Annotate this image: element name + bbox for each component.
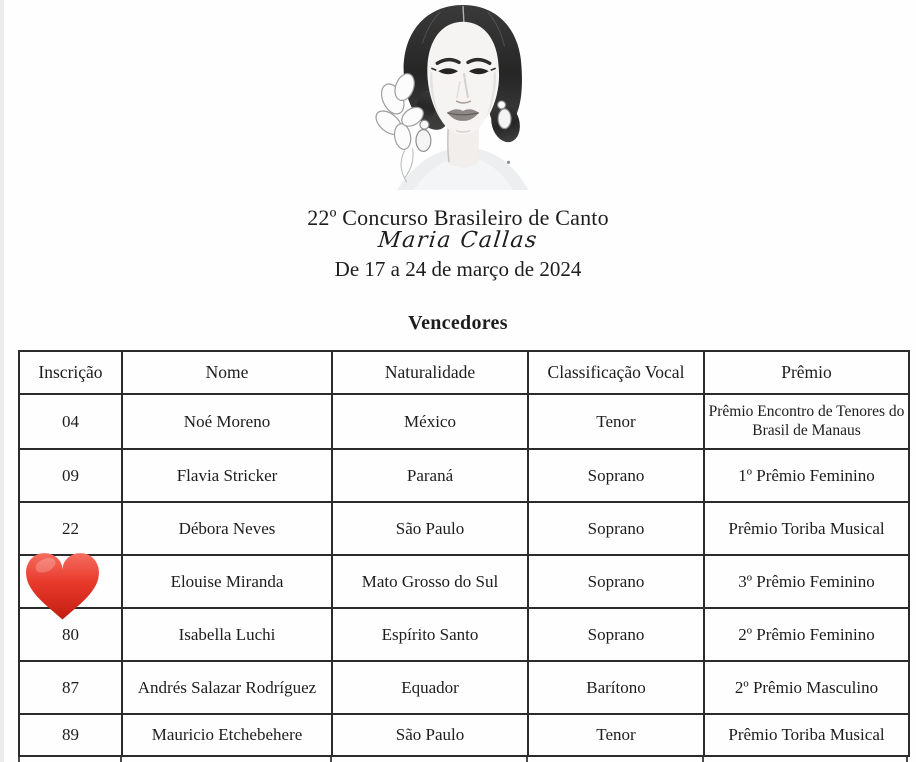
cell-inscricao: 89 [19,714,122,756]
cell-nome: Elouise Miranda [122,555,332,608]
table-continuation-line [330,756,332,762]
cell-inscricao: 04 [19,394,122,449]
cell-nome: Andrés Salazar Rodríguez [122,661,332,714]
cell-nome: Débora Neves [122,502,332,555]
column-header-inscricao: Inscrição [19,351,122,394]
cell-naturalidade: Espírito Santo [332,608,528,661]
cell-inscricao: 80 [19,608,122,661]
cell-nome: Noé Moreno [122,394,332,449]
cell-classificacao-vocal: Tenor [528,714,704,756]
cell-classificacao-vocal: Soprano [528,608,704,661]
cell-naturalidade: Equador [332,661,528,714]
cell-nome: Isabella Luchi [122,608,332,661]
cell-inscricao: 22 [19,502,122,555]
table-row [19,394,909,449]
table-continuation-line [702,756,704,762]
cell-nome: Flavia Stricker [122,449,332,502]
cell-classificacao-vocal: Soprano [528,502,704,555]
table-header-row [19,351,909,394]
column-header-premio: Prêmio [704,351,909,394]
table-row [19,555,909,608]
cell-premio: Prêmio Toriba Musical [704,714,909,756]
cell-classificacao-vocal: Soprano [528,449,704,502]
contest-title: 22º Concurso Brasileiro de Canto [307,205,609,230]
maria-callas-portrait-sketch [368,2,558,190]
winners-table-body [19,394,909,756]
column-header-nome: Nome [122,351,332,394]
cell-naturalidade: Mato Grosso do Sul [332,555,528,608]
cell-naturalidade: São Paulo [332,714,528,756]
contest-subtitle-script: Maria Callas [376,228,540,253]
cell-naturalidade: São Paulo [332,502,528,555]
cell-classificacao-vocal: Soprano [528,555,704,608]
cell-premio: 1º Prêmio Feminino [704,449,909,502]
winners-table [18,350,910,757]
cell-premio: Prêmio Toriba Musical [704,502,909,555]
contest-dates: De 17 a 24 de março de 2024 [334,257,582,281]
table-row [19,449,909,502]
cell-naturalidade: Paraná [332,449,528,502]
cell-inscricao: 09 [19,449,122,502]
cell-classificacao-vocal: Barítono [528,661,704,714]
column-header-naturalidade: Naturalidade [332,351,528,394]
table-row [19,608,909,661]
table-row [19,661,909,714]
cell-premio: 2º Prêmio Feminino [704,608,909,661]
cell-premio: 3º Prêmio Feminino [704,555,909,608]
table-continuation-line [120,756,122,762]
table-row [19,714,909,756]
cell-inscricao: 87 [19,661,122,714]
photo-edge-shadow [0,0,4,762]
table-continuation-line [906,756,908,762]
table-continuation-line [18,756,20,762]
table-row [19,502,909,555]
cell-premio: 2º Prêmio Masculino [704,661,909,714]
column-header-classificacao-vocal: Classificação Vocal [528,351,704,394]
table-continuation-line [526,756,528,762]
cell-nome: Mauricio Etchebehere [122,714,332,756]
cell-premio: Prêmio Encontro de Tenores do Brasil de Manaus [704,394,909,449]
cell-classificacao-vocal: Tenor [528,394,704,449]
red-heart-emoji [22,545,103,626]
section-heading-vencedores: Vencedores [408,312,508,334]
cell-naturalidade: México [332,394,528,449]
